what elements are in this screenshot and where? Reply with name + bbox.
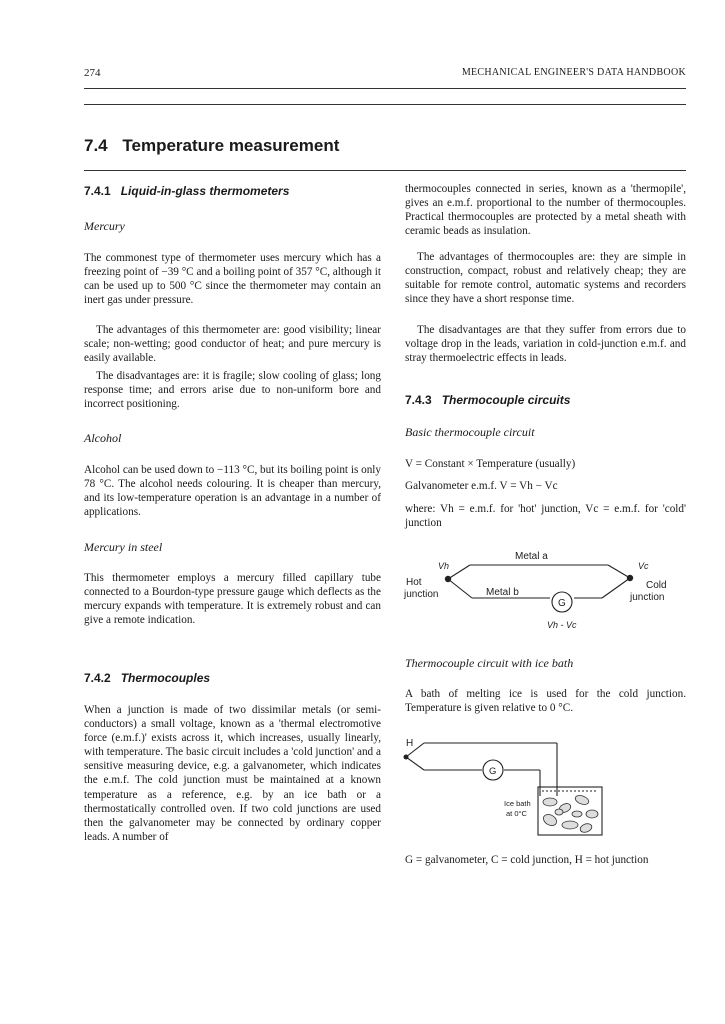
mercury-in-steel-paragraph: This thermometer employs a mercury filled capillary tube connected to a Bourdon-type pressure gauge which deflects as the mercury expands with temperature. It is extremely robust and can give a remote indication. bbox=[84, 572, 381, 627]
mercury-heading: Mercury bbox=[84, 219, 125, 233]
mercury-paragraph-2: The advantages of this thermometer are: good visibility; linear scale; non-wetting; good conductor of heat; and pure mercury is easily available. bbox=[84, 324, 381, 365]
ice-bath-label: Ice bath bbox=[504, 799, 531, 808]
vc-label: Vc bbox=[638, 561, 649, 571]
subsection-number: 7.4.2 bbox=[84, 671, 111, 685]
wire-metal-a-right bbox=[608, 565, 630, 578]
running-title: MECHANICAL ENGINEER'S DATA HANDBOOK bbox=[461, 67, 686, 78]
ice-bath-figure-caption: G = galvanometer, C = cold junction, H = hot junction bbox=[405, 854, 649, 866]
wire-metal-a-left bbox=[448, 565, 470, 579]
section-bottom-rule bbox=[84, 170, 686, 171]
wire-metal-b-left bbox=[448, 579, 472, 598]
hot-junction-dot bbox=[404, 755, 409, 760]
subsection-title: Liquid-in-glass thermometers bbox=[120, 184, 290, 198]
hot-junction-dot bbox=[445, 576, 451, 582]
ice-bath-circuit-heading: Thermocouple circuit with ice bath bbox=[405, 656, 574, 670]
page-number: 274 bbox=[84, 67, 101, 79]
cold-junction-label: junction bbox=[630, 592, 665, 603]
ice-chunks bbox=[541, 794, 598, 834]
mercury-paragraph-3: The disadvantages are: it is fragile; slow cooling of glass; long response time; and errors arise due to non-uniform bore and incorrect positioning. bbox=[84, 370, 381, 411]
thermocouples-cont-paragraph-1: thermocouples connected in series, known as a 'thermopile', gives an e.m.f. proportional to the number of thermocouples. Practical thermocouples are protected by a metal sheath with ceramic beads as insulation. bbox=[405, 183, 686, 238]
hot-junction-label: junction bbox=[404, 589, 439, 600]
mercury-in-steel-heading: Mercury in steel bbox=[84, 540, 163, 554]
subsection-number: 7.4.3 bbox=[405, 393, 432, 407]
thermocouples-paragraph: When a junction is made of two dissimilar metals (or semi-conductors) a small voltage, known as a 'thermal electromotive force (e.m.f.)' exists across it, which increases, usually linearly, with temperature. The basic circuit includes a 'cold junction' and a sensitive measuring device, e.g. a galvanometer, which indicates the e.m.f. The cold junction must be maintained at a known temperature as a reference, e.g. by an ice bath or a thermostatically controlled oven. If two cold junctions are used then the galvanometer may be connected by ordinary copper leads. A number of bbox=[84, 704, 381, 843]
where-definition: where: Vh = e.m.f. for 'hot' junction, Vc = e.m.f. for 'cold' junction bbox=[405, 503, 686, 530]
ice-bath-temp-label: at 0°C bbox=[506, 809, 527, 818]
metal-b-label: Metal b bbox=[486, 587, 519, 598]
h-label: H bbox=[406, 738, 414, 749]
section-number: 7.4 bbox=[84, 136, 108, 155]
subsection-7-4-2-heading bbox=[84, 671, 210, 685]
galvanometer-label: G bbox=[489, 766, 497, 777]
thermocouples-cont-paragraph-2: The advantages of thermocouples are: they are simple in construction, compact, robust and relatively cheap; they are suitable for remote control, automatic systems and recorders since they have a short response time. bbox=[405, 251, 686, 306]
alcohol-paragraph: Alcohol can be used down to −113 °C, but its boiling point is only 78 °C. The alcohol needs colouring. It is cheaper than mercury, and its low-temperature operation is an advantage in a number of applications. bbox=[84, 464, 381, 519]
subsection-title: Thermocouples bbox=[120, 671, 211, 685]
wire-metal-b-right bbox=[602, 578, 630, 598]
section-top-rule bbox=[84, 104, 686, 105]
subsection-7-4-3-heading bbox=[405, 393, 570, 407]
thermocouples-cont-paragraph-3: The disadvantages are that they suffer from errors due to voltage drop in the leads, variation in cold-junction e.m.f. and stray thermoelectric effects in leads. bbox=[405, 324, 686, 365]
alcohol-heading: Alcohol bbox=[84, 431, 122, 445]
subsection-title: Thermocouple circuits bbox=[441, 393, 571, 407]
wire-bottom-left bbox=[406, 757, 424, 770]
ice-bath-circuit-diagram bbox=[402, 732, 612, 842]
cold-label: Cold bbox=[646, 580, 667, 591]
section-title: Temperature measurement bbox=[122, 136, 340, 155]
equation-v-constant: V = Constant × Temperature (usually) bbox=[405, 458, 576, 470]
subsection-7-4-1-heading bbox=[84, 184, 289, 198]
header-rule bbox=[84, 88, 686, 89]
basic-thermocouple-circuit-diagram bbox=[400, 546, 690, 638]
vh-minus-vc-label: Vh - Vc bbox=[547, 620, 577, 630]
basic-circuit-heading: Basic thermocouple circuit bbox=[405, 425, 535, 439]
section-heading bbox=[84, 136, 339, 156]
equation-galvanometer-emf: Galvanometer e.m.f. V = Vh − Vc bbox=[405, 480, 558, 492]
cold-junction-dot bbox=[627, 575, 633, 581]
ice-bath-paragraph: A bath of melting ice is used for the cold junction. Temperature is given relative to 0 °C. bbox=[405, 688, 686, 715]
galvanometer-label: G bbox=[558, 598, 566, 609]
hot-label: Hot bbox=[406, 577, 422, 588]
subsection-number: 7.4.1 bbox=[84, 184, 111, 198]
vh-label: Vh bbox=[438, 561, 450, 571]
metal-a-label: Metal a bbox=[515, 551, 548, 562]
mercury-paragraph-1: The commonest type of thermometer uses mercury which has a freezing point of −39 °C and a boiling point of 357 °C, although it can be used up to 500 °C since the thermometer may contain an inert gas under pressure. bbox=[84, 252, 381, 307]
